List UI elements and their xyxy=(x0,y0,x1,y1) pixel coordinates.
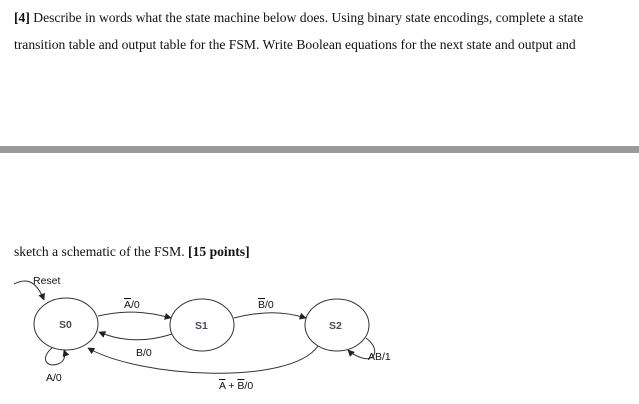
state-s0-label: S0 xyxy=(59,319,72,331)
edge-s0-self xyxy=(45,348,64,365)
edge-s1-s2 xyxy=(234,313,306,318)
problem-statement-part-3: sketch a schematic of the FSM. xyxy=(14,244,185,259)
edge-s0-s1 xyxy=(98,312,171,318)
edge-s2-s0-var-b: B xyxy=(237,380,245,392)
state-s1-label: S1 xyxy=(195,320,208,332)
edge-s2-self-label: AB/1 xyxy=(368,351,391,363)
edge-s2-s0-var-a: A xyxy=(219,380,226,392)
edge-s0-s1-var: A xyxy=(124,299,132,311)
edge-s2-s0-label xyxy=(219,380,253,392)
fsm-diagram xyxy=(0,268,639,404)
edge-s0-s1-label xyxy=(124,299,140,311)
state-s2-label: S2 xyxy=(329,320,342,332)
edge-s1-s0 xyxy=(99,332,172,340)
page-divider xyxy=(0,146,639,153)
problem-number: [4] xyxy=(14,10,30,25)
edge-s1-s0-label: B/0 xyxy=(136,347,152,359)
edge-s0-self-label: A/0 xyxy=(46,372,62,384)
problem-text-line-2 xyxy=(14,37,626,53)
edge-s2-s0-plus: + xyxy=(225,380,238,392)
edge-s1-s2-var: B xyxy=(258,299,266,311)
problem-text-line-3 xyxy=(14,244,626,260)
edge-s0-s1-output: /0 xyxy=(131,299,140,311)
problem-statement-part-1: Describe in words what the state machine below does. Using binary state encodings, complete a state xyxy=(33,10,584,25)
problem-text-line-1 xyxy=(14,10,626,26)
reset-label: Reset xyxy=(33,275,61,287)
problem-statement-part-2: transition table and output table for the FSM. Write Boolean equations for the next state and output and xyxy=(14,37,576,52)
edge-s1-s2-label xyxy=(258,299,274,311)
edge-s2-s0-output: /0 xyxy=(244,380,254,392)
edge-s1-s2-output: /0 xyxy=(265,299,274,311)
points-label: [15 points] xyxy=(188,244,250,259)
